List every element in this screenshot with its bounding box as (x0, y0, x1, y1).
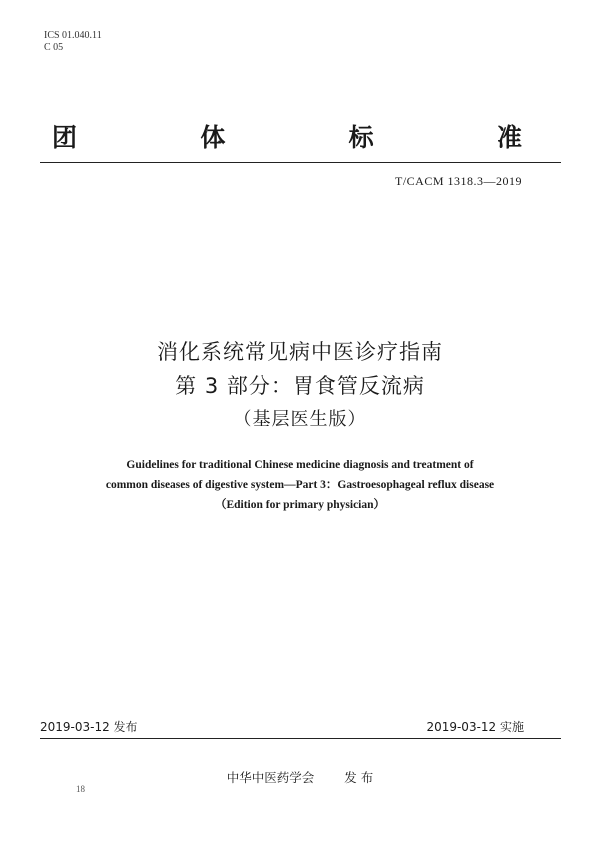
ics-code: ICS 01.040.11 (44, 30, 102, 41)
implementation-date: 2019-03-12 实施 (426, 720, 524, 734)
ccs-code: C 05 (44, 42, 64, 53)
english-title-line-1: Guidelines for traditional Chinese medicine diagnosis and treatment of (126, 459, 474, 471)
chinese-title-line-2: 第 3 部分：胃食管反流病 (175, 374, 425, 398)
english-title-line-2: common diseases of digestive system—Part 3：Gastroesophageal reflux disease (105, 479, 495, 491)
chinese-title-line-1: 消化系统常见病中医诊疗指南 (157, 340, 443, 364)
chinese-title-line-3: （基层医生版） (233, 409, 367, 430)
publisher-action: 发 布 (344, 770, 374, 785)
standard-type-title (52, 118, 522, 154)
publisher-line (0, 768, 600, 786)
english-title-line-3: （Edition for primary physician） (214, 499, 386, 511)
english-title (0, 455, 600, 515)
publisher-name: 中华中医药学会 (226, 770, 315, 785)
title-char-4: 准 (496, 123, 522, 152)
standard-number: T/CACM 1318.3—2019 (394, 174, 522, 188)
title-char-1: 团 (52, 123, 78, 152)
release-date: 2019-03-12 发布 (40, 720, 138, 734)
page-mark: 18 (76, 784, 85, 794)
bottom-divider (40, 738, 561, 739)
title-char-2: 体 (200, 123, 226, 152)
title-char-3: 标 (348, 123, 374, 152)
ics-code-block (44, 30, 102, 54)
top-divider (40, 162, 561, 163)
